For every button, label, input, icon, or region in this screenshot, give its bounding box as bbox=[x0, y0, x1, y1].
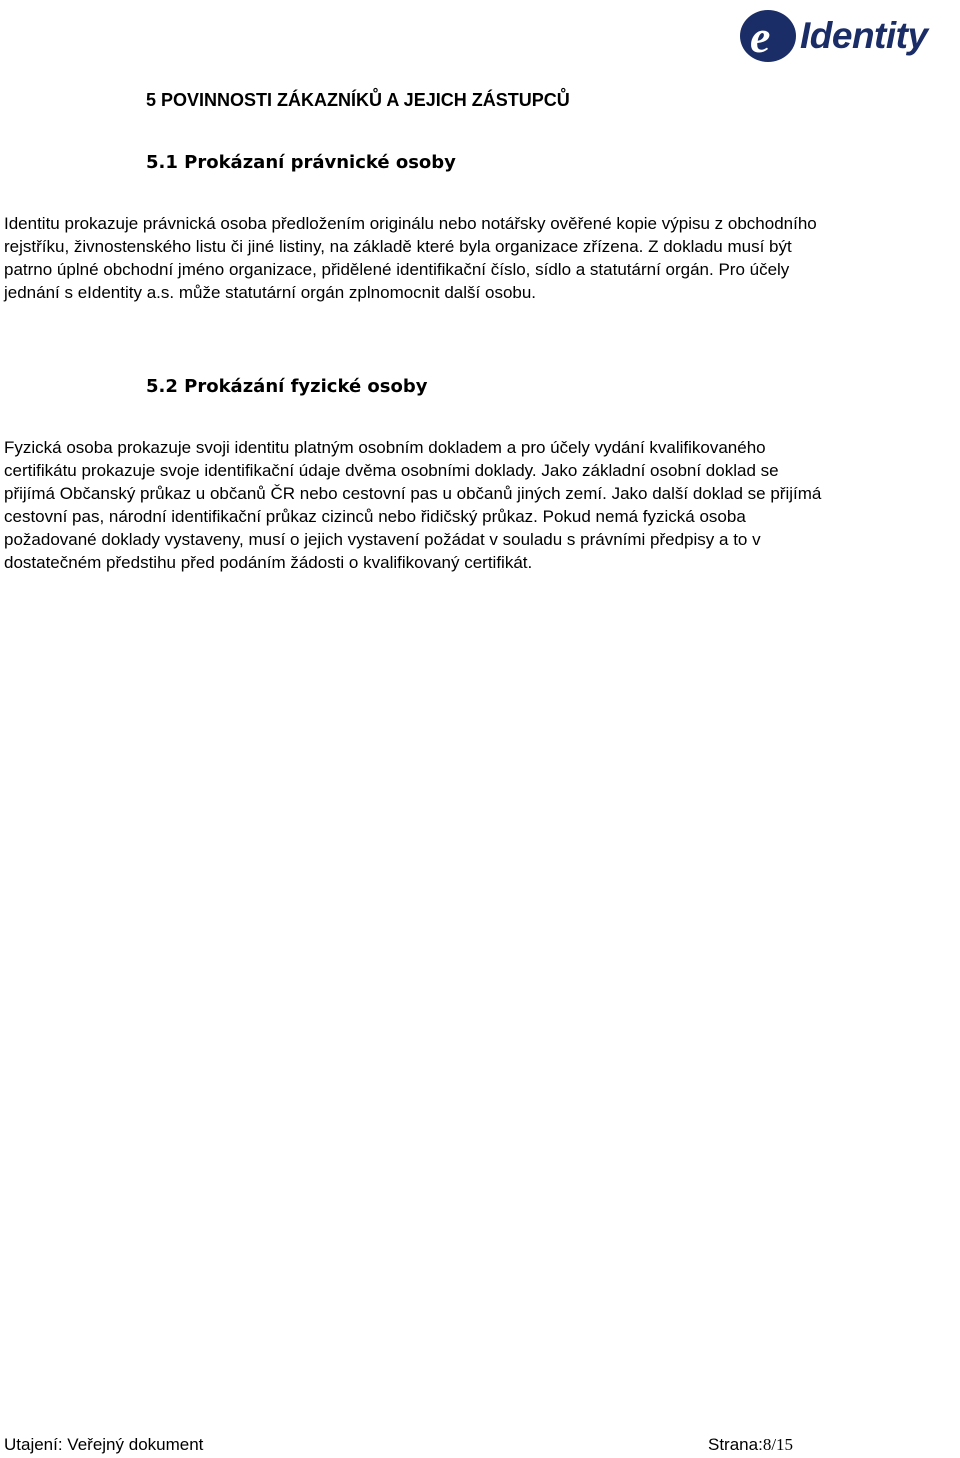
paragraph-line: Fyzická osoba prokazuje svoji identitu platným osobním dokladem a pro účely vydání kvalifikovaného bbox=[4, 438, 766, 457]
section-heading: 5 POVINNOSTI ZÁKAZNÍKŮ A JEJICH ZÁSTUPCŮ bbox=[146, 90, 570, 110]
paragraph-line: rejstříku, živnostenského listu či jiné listiny, na základě které byla organizace zřízena. Z dokladu musí být bbox=[4, 237, 792, 256]
logo-letter: e bbox=[750, 11, 771, 62]
paragraph-legal-entity bbox=[4, 212, 960, 304]
footer-classification: Utajení: Veřejný dokument bbox=[4, 1435, 204, 1454]
paragraph-line: požadované doklady vystaveny, musí o jejich vystavení požádat v souladu s právními předpisy a to v bbox=[4, 530, 761, 549]
footer-page-number: 8/15 bbox=[762, 1435, 794, 1454]
eidentity-logo bbox=[738, 6, 938, 66]
paragraph-line: přijímá Občanský průkaz u občanů ČR nebo cestovní pas u občanů jiných zemí. Jako další doklad se přijímá bbox=[4, 484, 822, 503]
paragraph-line: jednání s eIdentity a.s. může statutární orgán zplnomocnit další osobu. bbox=[4, 283, 537, 302]
paragraph-line: certifikátu prokazuje svoje identifikační údaje dvěma osobními doklady. Jako základní osobní doklad se bbox=[4, 461, 779, 480]
logo-wordmark: Identity bbox=[800, 15, 928, 56]
paragraph-natural-person bbox=[4, 436, 960, 574]
subsection-heading-5-2: 5.2 Prokázání fyzické osoby bbox=[146, 376, 428, 397]
paragraph-line: cestovní pas, národní identifikační průkaz cizinců nebo řidičský průkaz. Pokud nemá fyzická osoba bbox=[4, 507, 746, 526]
footer-page-info bbox=[708, 1434, 793, 1456]
footer-page-label: Strana: bbox=[708, 1435, 763, 1454]
paragraph-line: dostatečném předstihu před podáním žádosti o kvalifikovaný certifikát. bbox=[4, 553, 533, 572]
paragraph-line: Identitu prokazuje právnická osoba předložením originálu nebo notářsky ověřené kopie výpisu z obchodního bbox=[4, 214, 817, 233]
subsection-heading-5-1: 5.1 Prokázaní právnické osoby bbox=[146, 152, 456, 173]
paragraph-line: patrno úplné obchodní jméno organizace, přidělené identifikační číslo, sídlo a statutární orgán. Pro účely bbox=[4, 260, 790, 279]
